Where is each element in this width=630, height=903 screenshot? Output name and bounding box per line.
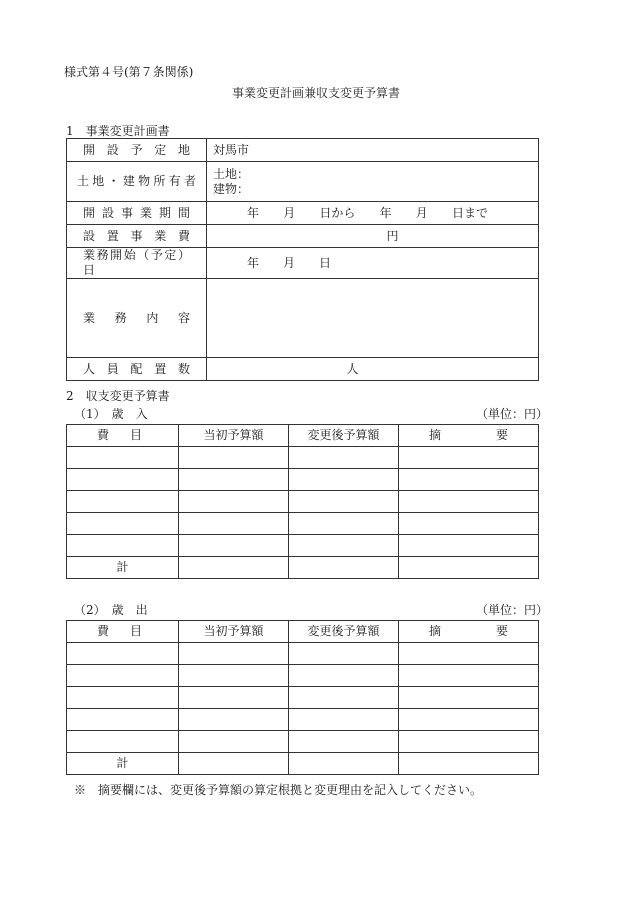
cell[interactable] <box>67 709 179 731</box>
location-label: 開設予定地 <box>67 139 207 162</box>
section1-heading: 1 事業変更計画書 <box>66 124 170 138</box>
period-part: 月 <box>415 205 428 220</box>
col-header: 費目 <box>67 621 179 643</box>
cell[interactable] <box>67 665 179 687</box>
col-header: 当初予算額 <box>179 425 289 447</box>
start-label: 業務開始（予定）日 <box>67 248 207 279</box>
cell[interactable] <box>179 557 289 579</box>
expense-header-row <box>67 621 539 643</box>
cell[interactable] <box>289 491 399 513</box>
cell[interactable] <box>399 447 539 469</box>
period-value <box>207 202 539 225</box>
owner-building: 建物： <box>213 181 250 196</box>
income-row <box>67 447 539 469</box>
cell[interactable] <box>289 513 399 535</box>
income-row <box>67 535 539 557</box>
content-value <box>207 279 539 358</box>
cell[interactable] <box>289 709 399 731</box>
plan-row-start <box>67 248 539 279</box>
location-value: 対馬市 <box>207 139 539 162</box>
cell[interactable] <box>179 709 289 731</box>
col-header: 当初予算額 <box>179 621 289 643</box>
expense-row <box>67 709 539 731</box>
income-total-row <box>67 557 539 579</box>
cell[interactable] <box>399 557 539 579</box>
plan-row-cost <box>67 225 539 248</box>
cell[interactable] <box>399 709 539 731</box>
cell[interactable] <box>289 447 399 469</box>
cell[interactable] <box>179 731 289 753</box>
owner-label: 土地・建物所有者 <box>67 162 207 202</box>
col-header: 変更後予算額 <box>289 425 399 447</box>
staff-label: 人員配置数 <box>67 358 207 381</box>
cell[interactable] <box>289 535 399 557</box>
start-value <box>207 248 539 279</box>
section2-heading: 2 収支変更予算書 <box>66 389 170 403</box>
cell[interactable] <box>179 665 289 687</box>
cell[interactable] <box>289 665 399 687</box>
cell[interactable] <box>399 643 539 665</box>
cell[interactable] <box>399 665 539 687</box>
form-number: 様式第４号(第７条関係) <box>64 65 194 79</box>
plan-row-owner <box>67 162 539 202</box>
document-title: 事業変更計画兼収支変更予算書 <box>232 86 401 100</box>
cell[interactable] <box>399 469 539 491</box>
plan-row-staff <box>67 358 539 381</box>
cell[interactable] <box>399 491 539 513</box>
cell[interactable] <box>179 643 289 665</box>
plan-table <box>66 138 539 381</box>
cell[interactable] <box>179 491 289 513</box>
cell[interactable] <box>399 513 539 535</box>
cell[interactable] <box>179 469 289 491</box>
cell[interactable] <box>289 753 399 775</box>
income-row <box>67 491 539 513</box>
owner-land: 土地： <box>213 166 250 181</box>
col-header: 摘要 <box>399 621 539 643</box>
cell[interactable] <box>179 513 289 535</box>
cell[interactable] <box>67 447 179 469</box>
expense-unit-note: （単位：円） <box>476 603 549 617</box>
footnote: ※ 摘要欄には、変更後予算額の算定根拠と変更理由を記入してください。 <box>74 783 483 797</box>
period-part: 月 <box>283 205 296 220</box>
expense-title: （2） 歳 出 <box>74 603 148 617</box>
cell[interactable] <box>289 469 399 491</box>
cell[interactable] <box>179 535 289 557</box>
col-header: 費目 <box>67 425 179 447</box>
cell[interactable] <box>67 731 179 753</box>
period-part: 年 <box>379 205 392 220</box>
period-part: 日から <box>319 205 356 220</box>
period-label: 開設事業期間 <box>67 202 207 225</box>
content-label: 業務内容 <box>67 279 207 358</box>
plan-row-content <box>67 279 539 358</box>
expense-row <box>67 665 539 687</box>
start-part: 月 <box>283 255 296 270</box>
cell[interactable] <box>179 447 289 469</box>
cell[interactable] <box>289 557 399 579</box>
cell[interactable] <box>399 535 539 557</box>
plan-row-period <box>67 202 539 225</box>
cell[interactable] <box>289 643 399 665</box>
cell[interactable] <box>399 753 539 775</box>
staff-unit: 人 <box>207 358 539 381</box>
income-title: （1） 歳 入 <box>74 407 148 421</box>
cost-label: 設置事業費 <box>67 225 207 248</box>
cell[interactable] <box>289 687 399 709</box>
cell[interactable] <box>67 687 179 709</box>
income-table <box>66 424 539 579</box>
start-part: 年 <box>247 255 260 270</box>
income-total-label: 計 <box>67 557 179 579</box>
period-part: 年 <box>247 205 260 220</box>
expense-table <box>66 620 539 775</box>
period-part: 日まで <box>451 205 488 220</box>
cell[interactable] <box>67 643 179 665</box>
income-unit-note: （単位：円） <box>476 407 549 421</box>
start-part: 日 <box>319 255 332 270</box>
cell[interactable] <box>179 687 289 709</box>
income-row <box>67 469 539 491</box>
owner-value <box>207 162 539 202</box>
income-row <box>67 513 539 535</box>
expense-total-row <box>67 753 539 775</box>
cost-unit: 円 <box>207 225 539 248</box>
col-header: 摘要 <box>399 425 539 447</box>
plan-row-location <box>67 139 539 162</box>
cell[interactable] <box>399 731 539 753</box>
expense-row <box>67 643 539 665</box>
col-header: 変更後予算額 <box>289 621 399 643</box>
expense-total-label: 計 <box>67 753 179 775</box>
cell[interactable] <box>67 535 179 557</box>
cell[interactable] <box>179 753 289 775</box>
cell[interactable] <box>67 491 179 513</box>
cell[interactable] <box>67 513 179 535</box>
cell[interactable] <box>399 687 539 709</box>
cell[interactable] <box>289 731 399 753</box>
cell[interactable] <box>67 469 179 491</box>
income-header-row <box>67 425 539 447</box>
expense-row <box>67 731 539 753</box>
expense-row <box>67 687 539 709</box>
